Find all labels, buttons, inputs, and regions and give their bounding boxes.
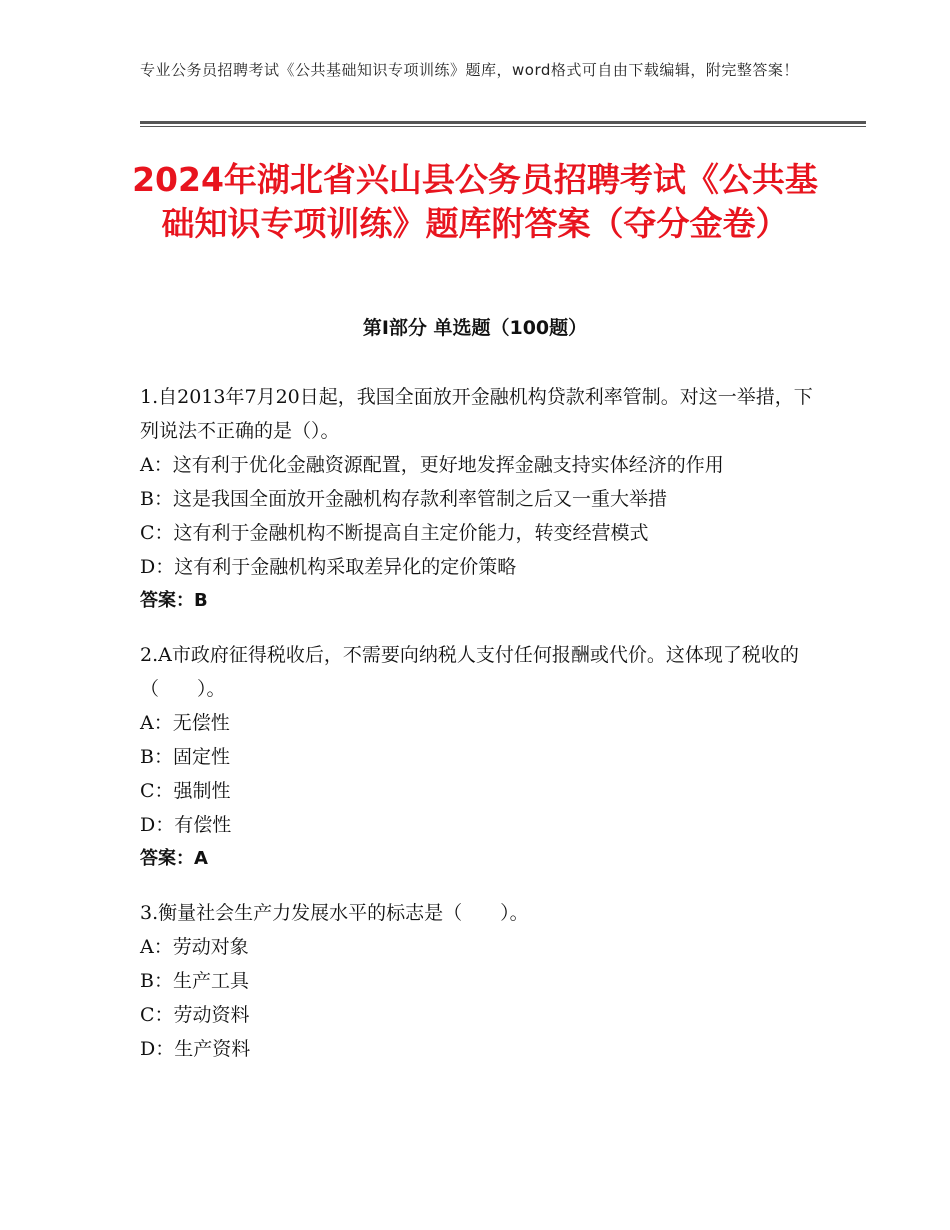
question-stem: 1.自2013年7月20日起，我国全面放开金融机构贷款利率管制。对这一举措，下列说法不正确的是（）。 [140, 386, 813, 442]
document-title: 2024年湖北省兴山县公务员招聘考试《公共基础知识专项训练》题库附答案（夺分金卷） [132, 160, 818, 243]
question-list [140, 380, 820, 1086]
answer-line: 答案：A [140, 848, 208, 869]
option-c: C：这有利于金融机构不断提高自主定价能力，转变经营模式 [140, 522, 649, 544]
question-1 [140, 380, 820, 618]
option-a: A：劳动对象 [140, 936, 249, 958]
question-3 [140, 896, 820, 1066]
header-rule-thin [140, 126, 866, 127]
option-a: A：这有利于优化金融资源配置，更好地发挥金融支持实体经济的作用 [140, 454, 724, 476]
option-a: A：无偿性 [140, 712, 230, 734]
question-2 [140, 638, 820, 876]
section-heading: 第I部分 单选题（100题） [362, 317, 588, 339]
option-d: D：这有利于金融机构采取差异化的定价策略 [140, 556, 517, 578]
option-b: B：这是我国全面放开金融机构存款利率管制之后又一重大举措 [140, 488, 667, 510]
option-d: D：有偿性 [140, 814, 232, 836]
option-b: B：固定性 [140, 746, 230, 768]
option-d: D：生产资料 [140, 1038, 251, 1060]
option-c: C：劳动资料 [140, 1004, 250, 1026]
question-stem: 3.衡量社会生产力发展水平的标志是（ ）。 [140, 902, 529, 924]
header-note: 专业公务员招聘考试《公共基础知识专项训练》题库，word格式可自由下载编辑，附完整答案！ [140, 61, 799, 79]
option-b: B：生产工具 [140, 970, 249, 992]
header-rule-thick [140, 121, 866, 124]
answer-line: 答案：B [140, 590, 208, 611]
option-c: C：强制性 [140, 780, 231, 802]
question-stem: 2.A市政府征得税收后，不需要向纳税人支付任何报酬或代价。这体现了税收的（ ）。 [140, 644, 799, 700]
